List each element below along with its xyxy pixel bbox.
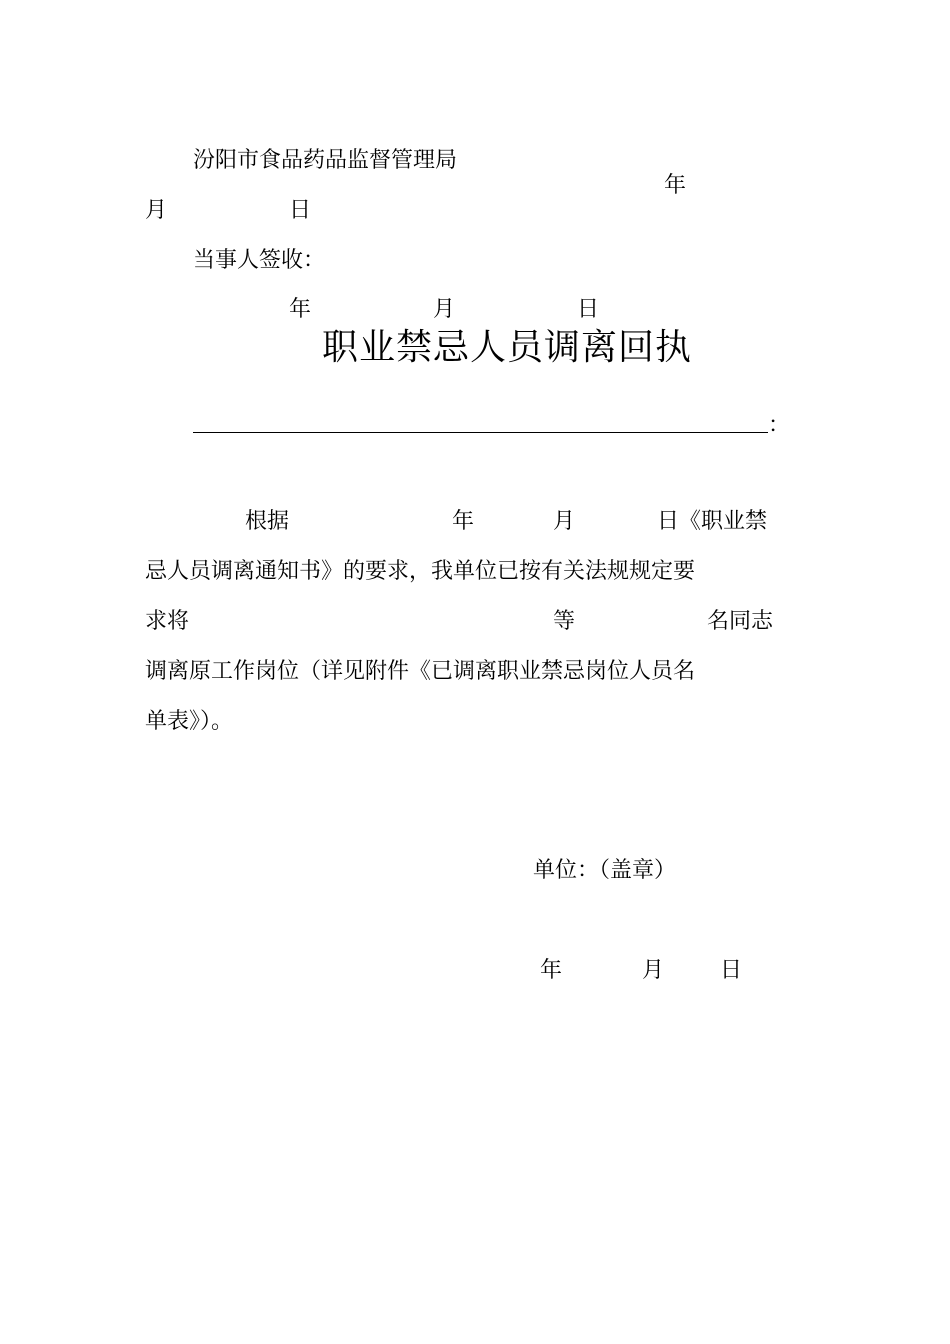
body-line1-year: 年 [452,509,475,534]
unit-seal-label: 单位：（盖章） [533,858,677,883]
sign-date-month: 月 [433,297,456,322]
addressee-colon: ： [768,413,791,438]
body-line3-mid: 等 [553,609,576,634]
body-line4: 调离原工作岗位（详见附件《已调离职业禁忌岗位人员名 [145,659,696,684]
issue-date-month: 月 [145,198,168,223]
issuer-name: 汾阳市食品药品监督管理局 [193,148,458,173]
addressee-underline [193,432,768,433]
document-title: 职业禁忌人员调离回执 [322,327,693,368]
issue-date-day: 日 [289,198,312,223]
sign-date-year: 年 [289,297,312,322]
footer-date-month: 月 [642,958,665,983]
footer-date-year: 年 [540,958,563,983]
issue-date-year: 年 [664,173,687,198]
sign-date-day: 日 [577,297,600,322]
body-line1-prefix: 根据 [245,509,290,534]
body-line1-month: 月 [553,509,576,534]
party-sign-label: 当事人签收： [193,248,326,273]
body-line3-prefix: 求将 [145,609,190,634]
body-line1-day-tail: 日《职业禁 [657,509,768,534]
body-line2: 忌人员调离通知书》的要求，我单位已按有关法规规定要 [145,559,696,584]
body-line3-suffix: 名同志 [707,609,774,634]
footer-date-day: 日 [720,958,743,983]
body-line5: 单表》）。 [145,709,234,734]
